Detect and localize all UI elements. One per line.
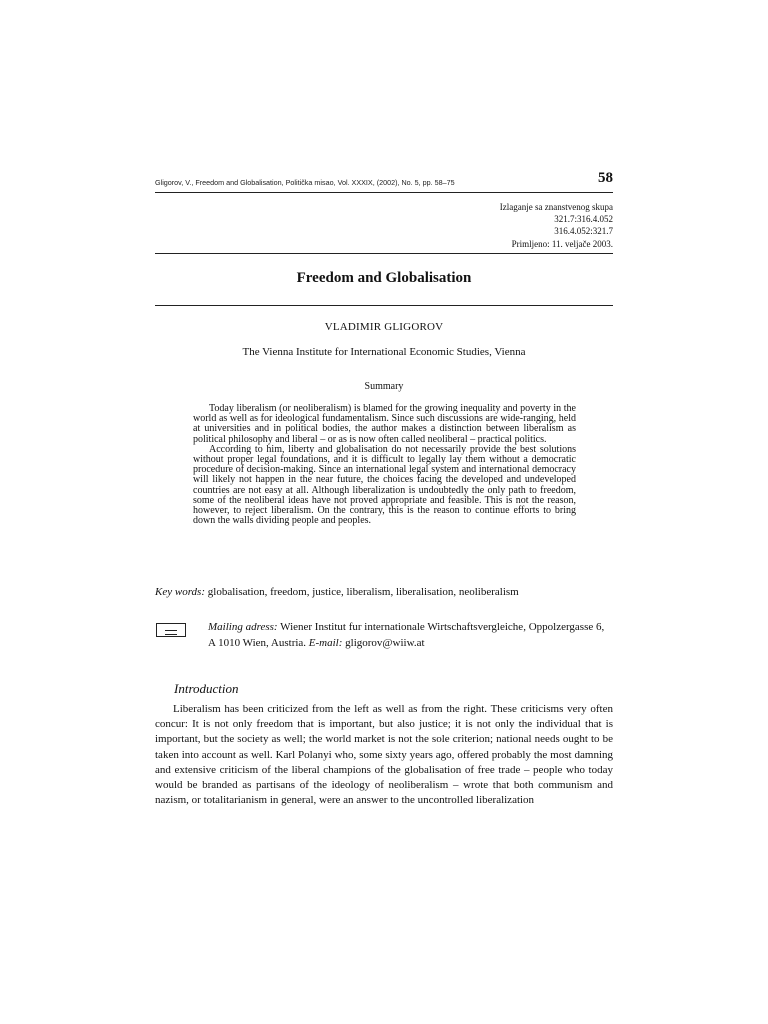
introduction-body (155, 702, 613, 808)
author-affiliation: The Vienna Institute for International Economic Studies, Vienna (242, 346, 526, 358)
article-type: Izlaganje sa znanstvenog skupa (499, 202, 613, 212)
title-bottom-rule (155, 305, 613, 306)
author-name: VLADIMIR GLIGOROV (324, 321, 444, 333)
page-number: 58 (598, 170, 613, 186)
udc-code-2: 316.4.052:321.7 (554, 226, 613, 237)
summary-abstract (193, 404, 576, 526)
body-paragraph: Liberalism has been criticized from the left as well as from the right. These criticisms very often concur: It is not only freedom that is important, but also justice; it is not only the individual that is important, but the society as well; the world market is not the sole criterion; national needs ought to be taken into account as well. Karl Polanyi who, some sixty years ago, offered probably the most damning and extensive criticism of the liberal champions of the globalisation of free trade – people who today would be branded as partisans of the ideology of neoliberalism – wrote that both communism and nazism, or totalitarianism in general, were an answer to the uncontrolled liberalization (155, 703, 613, 807)
header-rule (155, 192, 613, 193)
received-date: Primljeno: 11. veljače 2003. (511, 238, 613, 249)
running-head: Gligorov, V., Freedom and Globalisation, Politička misao, Vol. XXXIX, (2002), No. 5, pp. 58–75 (155, 178, 455, 187)
title-top-rule (155, 253, 613, 254)
summary-heading: Summary (364, 381, 404, 392)
email-address[interactable]: gligorov@wiiw.at (345, 637, 425, 649)
keywords-text: globalisation, freedom, justice, liberalism, liberalisation, neoliberalism (207, 586, 519, 598)
keywords-label: Key words: (155, 586, 206, 598)
summary-paragraph: Today liberalism (or neoliberalism) is blamed for the growing inequality and poverty in the world as well as for ideological fundamentalism. Since such discussions are wide-ranging, held at universities and in political bodies, the author makes a distinction between liberalism as political philosophy and liberal – or as is now often called neoliberal – practical politics. (193, 403, 576, 445)
article-title: Freedom and Globalisation (296, 270, 472, 286)
mailing-address-text: Wiener Institut fur internationale Wirtschaftsvergleiche, Oppolzergasse 6, A 1010 Wien, Austria. (208, 621, 605, 649)
classification-block (500, 201, 613, 250)
email-label: E-mail: (308, 637, 343, 649)
udc-code-1: 321.7:316.4.052 (554, 214, 613, 225)
mailing-label: Mailing adress: (208, 621, 278, 633)
summary-paragraph: According to him, liberty and globalisation do not necessarily provide the best solutions without proper legal foundations, and it is difficult to legally lay them without a democratic procedure of decision-making. Since an international legal system and international democracy will likely not happen in the near future, the choices facing the developed and undeveloped countries are not easy at all. Although liberalization is undoubtedly the only path to freedom, some of the neoliberal ideas have not proved appropriate and feasible. This is not the reason, however, to reject liberalism. On the contrary, this is the reason to continue efforts to bring down the walls dividing people and peoples. (193, 443, 576, 527)
keywords (155, 586, 625, 598)
envelope-icon (156, 623, 186, 637)
mailing-address (208, 619, 613, 651)
section-heading-introduction: Introduction (174, 681, 239, 696)
